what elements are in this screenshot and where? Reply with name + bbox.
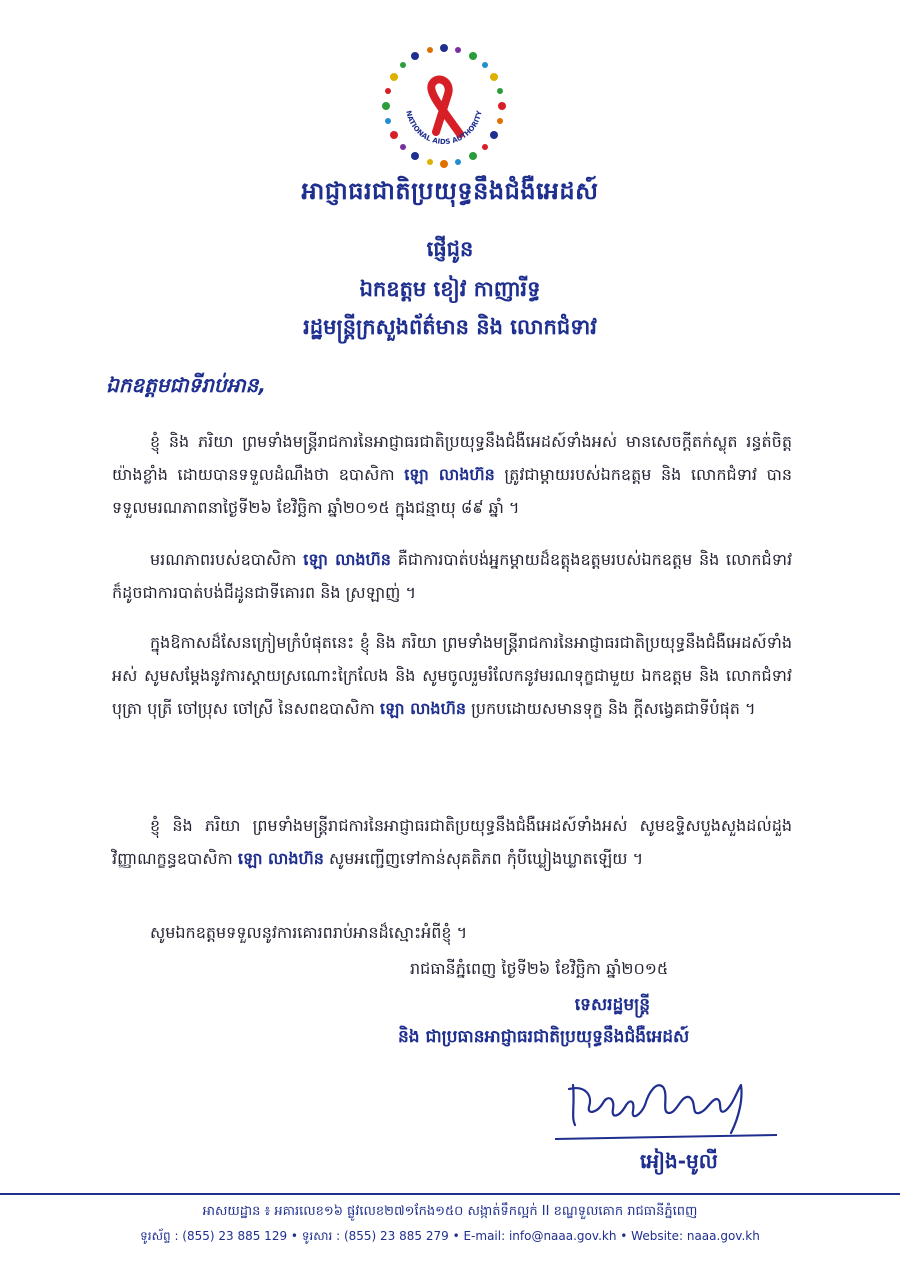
- closing-line: សូមឯកឧត្តមទទួលនូវការគោរពរាប់អានដ៏ស្មោះអំពីខ្ញុំ ។: [150, 923, 468, 942]
- deceased-name: ឡោ លាងហ៊ន: [237, 849, 324, 868]
- addressee-name: ឯកឧត្តម ខៀវ កាញារីទ្ធ: [359, 277, 541, 301]
- paragraph-2: មរណភាពរបស់ឧបាសិកា ឡោ លាងហ៊ន គឺជាការបាត់បង់អ្នកម្តាយដ៏ឧត្តុងឧត្តមរបស់ឯកឧត្តម និង លោកជំទាវ ក៏ដូចជាការបាត់បង់ជីដូនជាទីគោរព និង ស្រឡាញ់ ។: [112, 550, 793, 602]
- footer-website[interactable]: Website: naaa.gov.kh: [631, 1229, 760, 1243]
- handwritten-signature: [545, 1055, 785, 1150]
- paragraph-4: ខ្ញុំ និង ភរិយា ព្រមទាំងមន្ត្រីរាជការនៃអាជ្ញាធរជាតិប្រយុទ្ធនឹងជំងឺអេដស៍ទាំងអស់ សូមឧទ្ទិសបួងសួងដល់ដួងវិញ្ញាណក្ខន្ធឧបាសិកា ឡោ លាងហ៊ន សូមអញ្ជើញទៅកាន់សុគតិភព កុំបីឃ្លៀងឃ្លាតឡើយ ។: [112, 816, 792, 868]
- footer-email[interactable]: E-mail: info@naaa.gov.kh: [463, 1229, 617, 1243]
- footer-contact: ទូរស័ព្ទ : (855) 23 885 129 • ទូរសារ : (855) 23 885 279 • E-mail: info@naaa.gov.kh • Website: naaa.gov.kh: [140, 1229, 760, 1243]
- addressee-to: ផ្ញើជូន: [426, 237, 474, 261]
- addressee-title: រដ្ឋមន្ត្រីក្រសួងព័ត៌មាន និង លោកជំទាវ: [303, 315, 597, 339]
- footer-fax: ទូរសារ : (855) 23 885 279: [301, 1229, 449, 1243]
- paragraph-1: ខ្ញុំ និង ភរិយា ព្រមទាំងមន្ត្រីរាជការនៃអាជ្ញាធរជាតិប្រយុទ្ធនឹងជំងឺអេដស៍ទាំងអស់ មានសេចក្តីតក់ស្លុត រន្ធត់ចិត្តយ៉ាងខ្លាំង ដោយបានទទួលដំណឹងថា ឧបាសិកា ឡោ លាងហ៊ន ត្រូវជាម្តាយរបស់ឯកឧត្តម និង លោកជំទាវ បានទទួលមរណភាពនាថ្ងៃទី២៦ ខែវិច្ឆិកា ឆ្នាំ២០១៥ ក្នុងជន្មាយុ ៨៩ ឆ្នាំ ។: [112, 432, 792, 517]
- national-aids-authority-logo: [378, 40, 510, 172]
- paragraph-3: ក្នុងឱកាសដ៏សែនក្រៀមក្រំបំផុតនេះ ខ្ញុំ និង ភរិយា ព្រមទាំងមន្ត្រីរាជការនៃអាជ្ញាធរជាតិប្រយុទ្ធនឹងជំងឺអេដស៍ទាំងអស់ សូមសម្តែងនូវការស្តាយស្រណោះក្រៃលែង និង សូមចូលរួមរំលែកនូវមរណទុក្ខជាមួយ ឯកឧត្តម និង លោកជំទាវ បុត្រា បុត្រី ចៅប្រុស ចៅស្រី នៃសពឧបាសិកា ឡោ លាងហ៊ន ប្រកបដោយសមានទុក្ខ និង ក្តីសង្វេគជាទីបំផុត ។: [112, 633, 792, 718]
- salutation: ឯកឧត្តមជាទីរាប់អាន,: [106, 373, 266, 397]
- signatory-title: ទេសរដ្ឋមន្ត្រី: [574, 995, 650, 1015]
- deceased-name: ឡោ លាងហ៊ន: [404, 465, 495, 484]
- footer-divider: [0, 1193, 900, 1195]
- footer-address: អាសយដ្ឋាន ៖ អគារលេខ១៦ ផ្លូវលេខ២៧១កែង១៥០ សង្កាត់ទឹកល្អក់ II ខណ្ឌទួលគោក រាជធានីភ្នំពេញ: [202, 1204, 698, 1219]
- deceased-name: ឡោ លាងហ៊ន: [303, 550, 391, 569]
- signer-name: អៀង-មូលី: [640, 1149, 718, 1173]
- deceased-name: ឡោ លាងហ៊ន: [379, 699, 466, 718]
- logo-text: NATIONAL AIDS AUTHORITY: [404, 109, 484, 147]
- footer-phone: ទូរស័ព្ទ : (855) 23 885 129: [140, 1229, 288, 1243]
- signatory-role: និង ជាប្រធានអាជ្ញាធរជាតិប្រយុទ្ធនឹងជំងឺអេដស៍: [398, 1027, 690, 1047]
- organization-name: អាជ្ញាធរជាតិប្រយុទ្ធនឹងជំងឺអេដស៍: [301, 177, 599, 205]
- place-and-date: រាជធានីភ្នំពេញ ថ្ងៃទី២៦ ខែវិច្ឆិកា ឆ្នាំ២០១៥: [410, 959, 669, 978]
